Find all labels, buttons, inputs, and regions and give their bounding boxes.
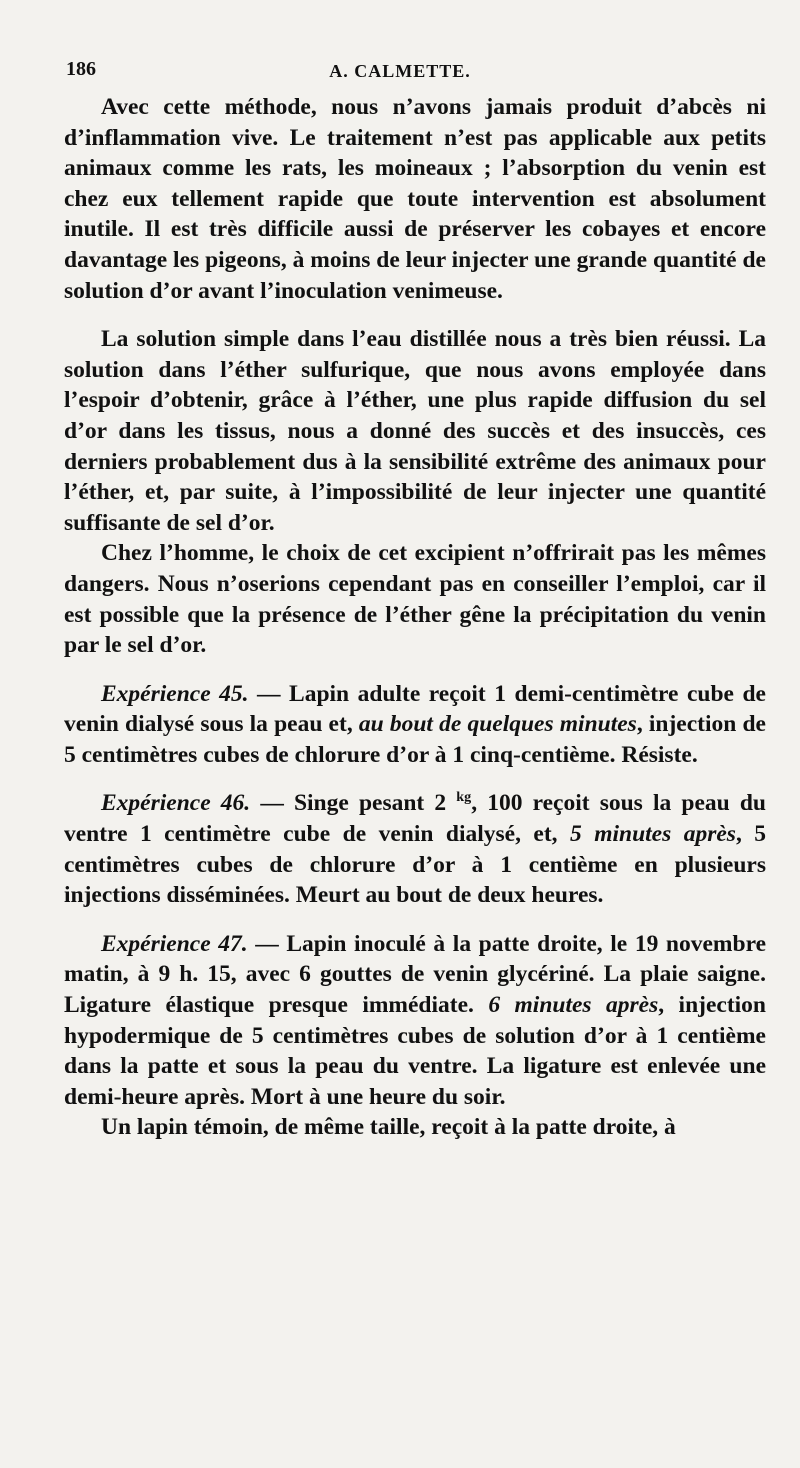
page-header (0, 58, 800, 88)
experience-label: Expérience 46. (101, 790, 251, 817)
paragraph-3: Chez l’homme, le choix de cet excipient n’offrirait pas les mêmes dangers. Nous n’oserions cependant pas en conseiller l’emploi, car il est possible que la présence de l’éther gêne la précipitation du venin par le sel d’or. (64, 540, 766, 659)
experience-47 (64, 929, 766, 1113)
experience-emphasis: 5 minutes après (570, 821, 736, 848)
paragraph-last: Un lapin témoin, de même taille, reçoit à la patte droite, à (101, 1114, 676, 1141)
experience-text: — Lapin adulte reçoit 1 demi-centimètre cube de venin dialysé sous la peau et, (64, 680, 766, 738)
experience-label: Expérience 47. (101, 930, 248, 957)
paragraph-2: La solution simple dans l’eau distillée nous a très bien réussi. La solution dans l’éther sulfurique, que nous avons employée dans l’espoir d’obtenir, grâce à l’éther, une plus rapide diffusion du sel d’or dans les tissus, nous a donné des succès et des insuccès, ces derniers probablement dus à la sensibilité extrême des animaux pour l’éther, et, par suite, à l’impossibilité de leur injecter une quantité suffisante de sel d’or. (64, 326, 766, 536)
experience-text: , injection de 5 centimètres cubes de chlorure d’or à 1 cinq-centième. Résiste. (64, 711, 766, 768)
experience-text: , 5 centimètres cubes de chlorure d’or à 1 centième en plusieurs injections disséminées. Meurt au bout de deux heures. (64, 821, 767, 909)
experience-text: — Lapin inoculé à la patte droite, le 19 novembre matin, à 9 h. 15, avec 6 gouttes de venin glycériné. La plaie saigne. Ligature élastique presque immédiate. (64, 930, 767, 1019)
running-head: A. CALMETTE. (329, 61, 471, 81)
paragraph-1: Avec cette méthode, nous n’avons jamais produit d’abcès ni d’inflammation vive. Le traitement n’est pas applicable aux petits animaux comme les rats, les moineaux ; l’absorption du venin est chez eux tellement rapide que toute intervention est absolument inutile. Il est très difficile aussi de préserver les cobayes et encore davantage les pigeons, à moins de leur injecter une grande quantité de solution d’or avant l’inoculation venimeuse. (64, 94, 766, 304)
page-number: 186 (66, 58, 96, 80)
experience-label: Expérience 45. (101, 680, 249, 707)
experience-text: — Singe pesant 2 (250, 790, 457, 817)
weight-unit: kg (456, 789, 472, 806)
experience-46 (64, 788, 766, 910)
body-text (64, 92, 766, 1143)
experience-text: , injection hypodermique de 5 centimètres cubes de solution d’or à 1 centième dans la patte et sous la peau du ventre. La ligature est enlevée une demi-heure après. Mort à une heure du soir. (64, 992, 766, 1110)
experience-emphasis: au bout de quelques minutes (358, 711, 637, 738)
experience-45 (64, 679, 766, 771)
experience-text: , 100 reçoit sous la peau du ventre 1 centimètre cube de venin dialysé, et, (64, 790, 767, 848)
experience-emphasis: 6 minutes après (488, 992, 659, 1019)
